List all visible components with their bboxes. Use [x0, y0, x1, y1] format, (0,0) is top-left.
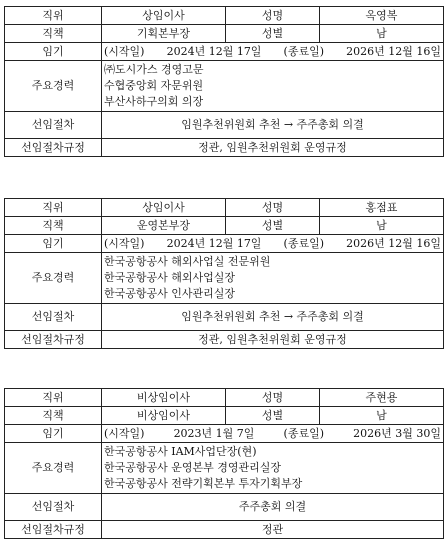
procedure-value: 임원추천위원회 추천 → 주주총회 의결 [102, 304, 444, 331]
gender-value: 남 [320, 25, 444, 43]
career-list [102, 443, 444, 494]
career-item: 한국공항공사 전략기획본부 투자기획부장 [104, 477, 303, 490]
gender-value: 남 [320, 407, 444, 425]
term-label: 임기 [5, 425, 102, 443]
position-label: 직위 [5, 199, 102, 217]
start-date: 2023년 1월 7일 [173, 426, 255, 440]
rule-value: 정관, 임원추천위원회 운영규정 [102, 331, 444, 349]
procedure-label: 선임절차 [5, 304, 102, 331]
director-table [4, 388, 444, 539]
gender-label: 성별 [226, 25, 320, 43]
role-label: 직책 [5, 25, 102, 43]
start-label: (시작일) [104, 44, 145, 58]
career-label: 주요경력 [5, 61, 102, 112]
procedure-value: 임원추천위원회 추천 → 주주총회 의결 [102, 112, 444, 139]
position-label: 직위 [5, 389, 102, 407]
role-value: 비상임이사 [102, 407, 226, 425]
position-value: 비상임이사 [102, 389, 226, 407]
role-value: 기획본부장 [102, 25, 226, 43]
procedure-value: 주주총회 의결 [102, 494, 444, 521]
start-date: 2024년 12월 17일 [166, 44, 262, 58]
gender-value: 남 [320, 217, 444, 235]
start-label: (시작일) [104, 426, 145, 440]
end-label: (종료일) [283, 236, 325, 250]
career-list [102, 61, 444, 112]
rule-value: 정관, 임원추천위원회 운영규정 [102, 139, 444, 157]
career-item: 부산사하구의회 의장 [104, 95, 204, 108]
name-label: 성명 [226, 389, 320, 407]
position-value: 상임이사 [102, 7, 226, 25]
career-item: 한국공항공사 해외사업실장 [104, 271, 236, 284]
career-item: 한국공항공사 인사관리실장 [104, 287, 236, 300]
rule-label: 선임절차규정 [5, 139, 102, 157]
gender-label: 성별 [226, 407, 320, 425]
career-label: 주요경력 [5, 253, 102, 304]
end-label: (종료일) [283, 426, 324, 440]
career-item: 한국공항공사 IAM사업단장(현) [104, 445, 257, 458]
name-label: 성명 [226, 7, 320, 25]
position-label: 직위 [5, 7, 102, 25]
rule-value: 정관 [102, 521, 444, 539]
term-label: 임기 [5, 43, 102, 61]
rule-label: 선임절차규정 [5, 331, 102, 349]
role-value: 운영본부장 [102, 217, 226, 235]
start-date: 2024년 12월 17일 [166, 236, 262, 250]
career-item: 수협중앙회 자문위원 [104, 79, 204, 92]
term-value [102, 235, 444, 253]
director-table [4, 6, 444, 157]
procedure-label: 선임절차 [5, 112, 102, 139]
end-date: 2026년 12월 16일 [346, 44, 441, 58]
gender-label: 성별 [226, 217, 320, 235]
career-item: ㈜도시가스 경영고문 [104, 63, 204, 76]
career-item: 한국공항공사 해외사업실 전문위원 [104, 255, 271, 268]
name-label: 성명 [226, 199, 320, 217]
term-value [102, 43, 444, 61]
procedure-label: 선임절차 [5, 494, 102, 521]
role-label: 직책 [5, 407, 102, 425]
end-date: 2026년 12월 16일 [346, 236, 441, 250]
name-value: 홍점표 [320, 199, 444, 217]
director-table [4, 198, 444, 349]
director-card-3 [4, 388, 443, 539]
name-value: 옥영복 [320, 7, 444, 25]
end-date: 2026년 3월 30일 [353, 426, 441, 440]
director-card-2 [4, 198, 443, 349]
rule-label: 선임절차규정 [5, 521, 102, 539]
career-list [102, 253, 444, 304]
position-value: 상임이사 [102, 199, 226, 217]
term-value [102, 425, 444, 443]
director-card-1 [4, 6, 443, 157]
start-label: (시작일) [104, 236, 145, 250]
name-value: 주현용 [320, 389, 444, 407]
term-label: 임기 [5, 235, 102, 253]
career-item: 한국공항공사 운영본부 경영관리실장 [104, 461, 282, 474]
role-label: 직책 [5, 217, 102, 235]
end-label: (종료일) [283, 44, 325, 58]
career-label: 주요경력 [5, 443, 102, 494]
